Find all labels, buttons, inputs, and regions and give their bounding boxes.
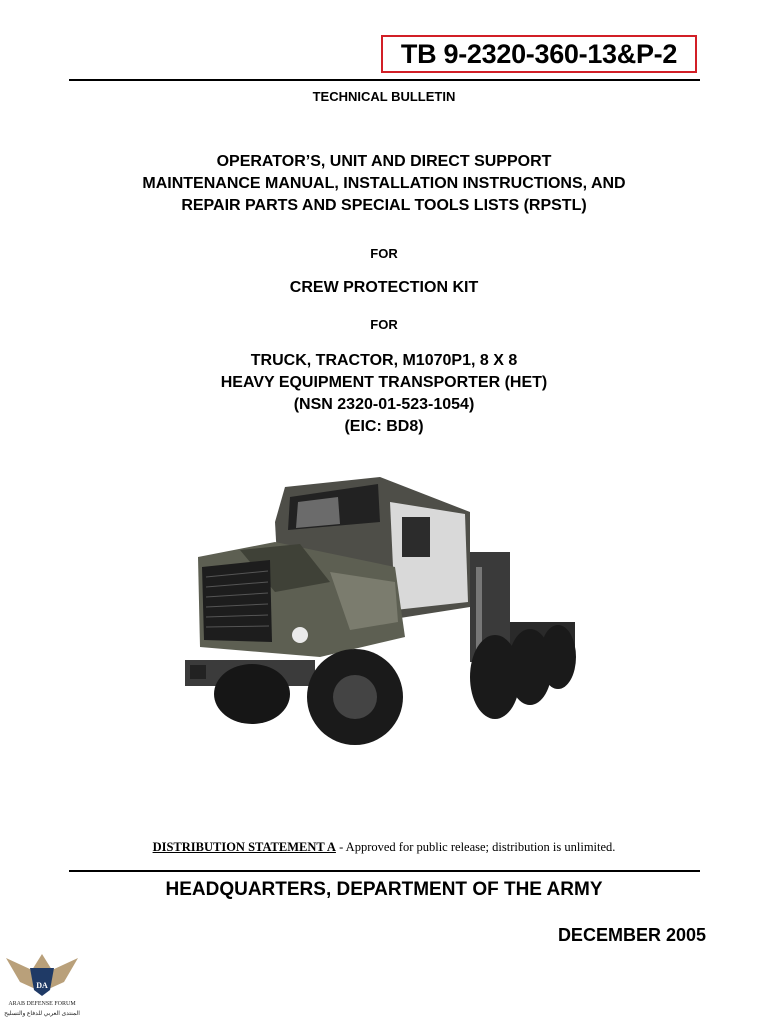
bulletin-type: TECHNICAL BULLETIN bbox=[312, 89, 456, 104]
kit-name: CREW PROTECTION KIT bbox=[289, 279, 479, 296]
distribution-text: - Approved for public release; distribution is unlimited. bbox=[335, 840, 616, 854]
document-number: TB 9-2320-360-13&P-2 bbox=[381, 35, 697, 73]
vehicle-line: (NSN 2320-01-523-1054) bbox=[293, 396, 475, 413]
for-label: FOR bbox=[370, 246, 398, 261]
arab-defense-forum-logo bbox=[4, 950, 80, 1022]
vehicle-line: (EIC: BD8) bbox=[344, 418, 424, 435]
logo-text-ar: المنتدى العربي للدفاع والتسليح bbox=[4, 1011, 80, 1017]
vehicle-line: TRUCK, TRACTOR, M1070P1, 8 X 8 bbox=[250, 352, 518, 369]
title-line: OPERATOR’S, UNIT AND DIRECT SUPPORT bbox=[216, 153, 552, 170]
title-line: REPAIR PARTS AND SPECIAL TOOLS LISTS (RPSTL) bbox=[181, 197, 587, 214]
logo-mark: DA bbox=[36, 981, 48, 990]
title-block bbox=[0, 151, 768, 217]
vehicle-line: HEAVY EQUIPMENT TRANSPORTER (HET) bbox=[220, 374, 548, 391]
bottom-rule bbox=[69, 870, 700, 872]
for-label: FOR bbox=[370, 317, 398, 332]
title-line: MAINTENANCE MANUAL, INSTALLATION INSTRUCTIONS, AND bbox=[142, 175, 626, 192]
vehicle-block bbox=[0, 350, 768, 438]
top-rule bbox=[69, 79, 700, 81]
publication-date: DECEMBER 2005 bbox=[557, 925, 706, 945]
distribution-label: DISTRIBUTION STATEMENT A bbox=[152, 840, 336, 854]
distribution-statement bbox=[0, 840, 768, 855]
truck-photo bbox=[180, 472, 580, 747]
logo-text-en: ARAB DEFENSE FORUM bbox=[8, 1001, 76, 1007]
headquarters: HEADQUARTERS, DEPARTMENT OF THE ARMY bbox=[165, 879, 603, 900]
